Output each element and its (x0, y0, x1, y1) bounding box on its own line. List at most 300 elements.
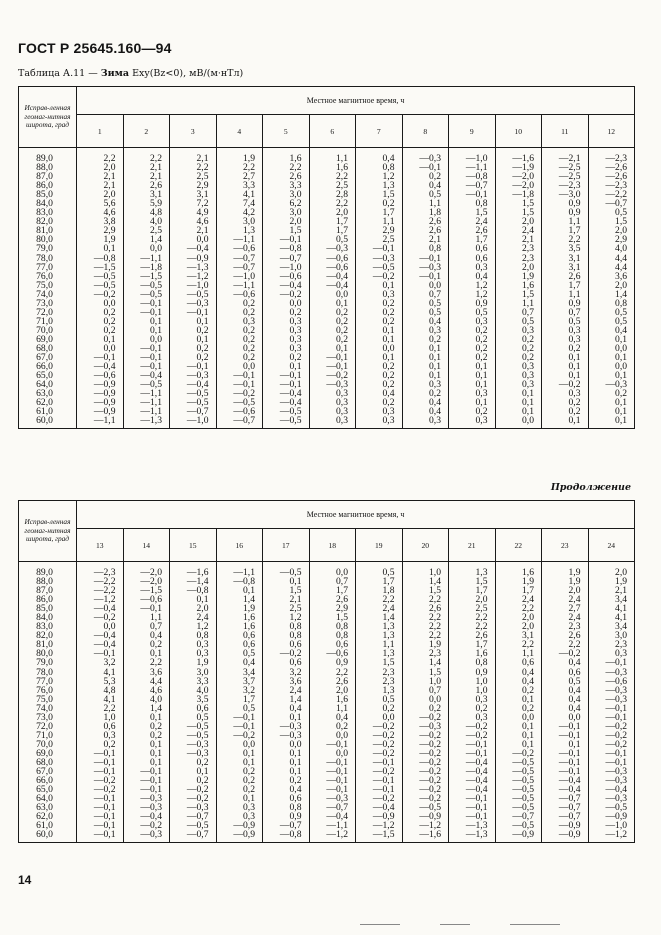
value-cell: 0,5 (588, 208, 635, 217)
latitude-cell: 72,0 (19, 722, 77, 731)
value-cell: 1,0 (402, 677, 449, 686)
value-cell: —1,1 (216, 235, 263, 244)
value-cell: —0,2 (588, 740, 635, 749)
value-cell: 2,4 (356, 604, 403, 613)
value-cell: —0,6 (309, 254, 356, 263)
value-cell: 2,0 (588, 281, 635, 290)
value-cell: 0,2 (542, 398, 589, 407)
value-cell: 2,2 (402, 613, 449, 622)
value-cell: —0,7 (170, 830, 217, 843)
value-cell: 1,1 (356, 640, 403, 649)
value-cell: —0,6 (216, 407, 263, 416)
value-cell: —0,3 (123, 803, 170, 812)
latitude-cell: 83,0 (19, 622, 77, 631)
value-cell: 0,3 (216, 803, 263, 812)
value-cell: 0,2 (402, 704, 449, 713)
value-cell: 4,8 (123, 208, 170, 217)
value-cell: 0,0 (356, 344, 403, 353)
value-cell: 0,3 (263, 326, 310, 335)
value-cell: 1,7 (542, 281, 589, 290)
value-cell: —0,8 (263, 244, 310, 253)
value-cell: 1,7 (309, 586, 356, 595)
value-cell: 0,1 (123, 749, 170, 758)
value-cell: —0,2 (263, 649, 310, 658)
value-cell: 1,2 (449, 281, 496, 290)
value-cell: —0,1 (77, 812, 124, 821)
value-cell: —1,9 (495, 163, 542, 172)
value-cell: 4,9 (170, 208, 217, 217)
value-cell: 0,6 (263, 794, 310, 803)
value-cell: 0,3 (309, 389, 356, 398)
value-cell: 0,4 (309, 713, 356, 722)
value-cell: 0,4 (542, 658, 589, 667)
value-cell: 1,4 (402, 658, 449, 667)
value-cell: 2,2 (402, 595, 449, 604)
value-cell: 0,1 (495, 407, 542, 416)
value-cell: 0,8 (263, 631, 310, 640)
value-cell: 0,1 (449, 362, 496, 371)
latitude-cell: 84,0 (19, 199, 77, 208)
value-cell: —0,1 (309, 353, 356, 362)
latitude-cell: 63,0 (19, 389, 77, 398)
table-caption (18, 68, 243, 79)
value-cell: —0,9 (588, 812, 635, 821)
value-cell: 2,3 (588, 640, 635, 649)
value-cell: 0,1 (449, 398, 496, 407)
value-cell: —0,4 (309, 281, 356, 290)
value-cell: 1,9 (495, 272, 542, 281)
value-cell: 2,0 (77, 163, 124, 172)
value-cell: 2,4 (170, 613, 217, 622)
latitude-cell: 81,0 (19, 640, 77, 649)
value-cell: 5,3 (77, 677, 124, 686)
value-cell: —0,6 (123, 595, 170, 604)
value-cell: 0,8 (309, 631, 356, 640)
latitude-cell: 63,0 (19, 803, 77, 812)
value-cell: —0,9 (495, 830, 542, 843)
value-cell: 1,6 (309, 163, 356, 172)
value-cell: —0,2 (402, 776, 449, 785)
value-cell: 0,7 (542, 308, 589, 317)
latitude-cell: 82,0 (19, 217, 77, 226)
value-cell: 2,0 (495, 622, 542, 631)
value-cell: —0,2 (402, 785, 449, 794)
value-cell: 1,3 (216, 226, 263, 235)
value-cell: 0,3 (542, 326, 589, 335)
value-cell: 4,2 (216, 208, 263, 217)
value-cell: 1,6 (309, 695, 356, 704)
value-cell: —0,3 (588, 380, 635, 389)
value-cell: —0,4 (77, 604, 124, 613)
value-cell: —0,4 (263, 389, 310, 398)
value-cell: 0,2 (216, 767, 263, 776)
value-cell: —0,1 (77, 649, 124, 658)
value-cell: —0,1 (449, 740, 496, 749)
value-cell: 0,2 (77, 326, 124, 335)
value-cell: 0,2 (309, 317, 356, 326)
value-cell: 0,2 (356, 317, 403, 326)
value-cell: 2,2 (123, 148, 170, 164)
value-cell: —0,9 (402, 812, 449, 821)
value-cell: 2,6 (402, 226, 449, 235)
value-cell: 0,0 (123, 335, 170, 344)
value-cell: —0,1 (588, 758, 635, 767)
value-cell: —0,3 (309, 380, 356, 389)
value-cell: 0,6 (170, 704, 217, 713)
value-cell: 2,5 (170, 172, 217, 181)
value-cell: 3,3 (170, 677, 217, 686)
value-cell: —0,6 (309, 263, 356, 272)
value-cell: 0,1 (402, 371, 449, 380)
value-cell: 0,2 (170, 344, 217, 353)
value-cell: —0,1 (170, 362, 217, 371)
value-cell: 1,9 (77, 235, 124, 244)
value-cell: —1,1 (309, 821, 356, 830)
latitude-column-header: Исправ-ленная геомаг-нитная широта, град (19, 501, 77, 562)
hour-header: 9 (449, 115, 496, 148)
value-cell: 2,9 (77, 226, 124, 235)
value-cell: 0,4 (402, 317, 449, 326)
latitude-cell: 60,0 (19, 830, 77, 843)
value-cell: 2,6 (542, 272, 589, 281)
value-cell: 1,1 (309, 704, 356, 713)
value-cell: 0,2 (77, 740, 124, 749)
value-cell: —0,8 (263, 830, 310, 843)
value-cell: 0,8 (263, 622, 310, 631)
value-cell: 0,0 (77, 622, 124, 631)
value-cell: 1,3 (449, 562, 496, 578)
value-cell: 0,6 (542, 668, 589, 677)
value-cell: 0,2 (449, 335, 496, 344)
value-cell: 2,3 (356, 677, 403, 686)
value-cell: —0,1 (449, 812, 496, 821)
value-cell: 1,9 (588, 577, 635, 586)
value-cell: —1,0 (588, 821, 635, 830)
value-cell: 0,1 (542, 416, 589, 429)
value-cell: 0,2 (123, 640, 170, 649)
value-cell: —1,3 (123, 416, 170, 429)
value-cell: —0,1 (309, 785, 356, 794)
value-cell: 0,3 (309, 416, 356, 429)
hour-header: 24 (588, 529, 635, 562)
value-cell: 0,1 (402, 353, 449, 362)
latitude-cell: 62,0 (19, 398, 77, 407)
value-cell: —0,1 (402, 272, 449, 281)
value-cell: 3,2 (216, 686, 263, 695)
value-cell: 0,3 (309, 398, 356, 407)
value-cell: —0,7 (449, 181, 496, 190)
value-cell: 0,1 (263, 767, 310, 776)
value-cell: —1,2 (77, 595, 124, 604)
value-cell: 0,6 (449, 254, 496, 263)
value-cell: 0,1 (402, 362, 449, 371)
value-cell: 0,1 (542, 362, 589, 371)
value-cell: —0,9 (216, 830, 263, 843)
value-cell: —0,2 (216, 389, 263, 398)
value-cell: 2,1 (123, 172, 170, 181)
value-cell: 0,3 (263, 317, 310, 326)
value-cell: 2,2 (263, 163, 310, 172)
value-cell: 0,1 (495, 398, 542, 407)
value-cell: 0,1 (77, 244, 124, 253)
value-cell: —0,2 (402, 767, 449, 776)
value-cell: 0,4 (449, 272, 496, 281)
value-cell: 2,0 (309, 208, 356, 217)
value-cell: —0,3 (588, 695, 635, 704)
table-row (19, 830, 635, 843)
value-cell: 0,2 (449, 407, 496, 416)
value-cell: 0,2 (542, 407, 589, 416)
value-cell: —0,1 (588, 749, 635, 758)
value-cell: 1,8 (356, 586, 403, 595)
value-cell: 1,9 (402, 640, 449, 649)
value-cell: 0,1 (588, 371, 635, 380)
latitude-cell: 62,0 (19, 812, 77, 821)
value-cell: —2,2 (77, 577, 124, 586)
value-cell: —0,3 (588, 767, 635, 776)
value-cell: 1,6 (263, 148, 310, 164)
value-cell: —0,1 (77, 830, 124, 843)
value-cell: 3,7 (216, 677, 263, 686)
value-cell: 0,4 (495, 677, 542, 686)
value-cell: —0,2 (449, 731, 496, 740)
value-cell: 1,5 (356, 190, 403, 199)
value-cell: 1,2 (263, 613, 310, 622)
value-cell: 0,0 (77, 344, 124, 353)
value-cell: 0,5 (542, 677, 589, 686)
value-cell: —1,0 (449, 148, 496, 164)
value-cell: 1,8 (402, 208, 449, 217)
value-cell: 0,3 (216, 812, 263, 821)
value-cell: 2,0 (263, 217, 310, 226)
value-cell: 0,8 (309, 622, 356, 631)
value-cell: 3,1 (495, 631, 542, 640)
value-cell: —2,0 (123, 562, 170, 578)
value-cell: —0,2 (77, 290, 124, 299)
value-cell: 0,7 (309, 577, 356, 586)
value-cell: 0,2 (170, 758, 217, 767)
value-cell: —0,3 (170, 740, 217, 749)
value-cell: 0,1 (216, 794, 263, 803)
value-cell: 0,8 (588, 299, 635, 308)
value-cell: —0,9 (356, 812, 403, 821)
value-cell: 2,2 (495, 640, 542, 649)
table-row (19, 148, 635, 164)
value-cell: 2,2 (402, 622, 449, 631)
value-cell: —0,2 (588, 731, 635, 740)
value-cell: 2,6 (542, 631, 589, 640)
value-cell: —0,1 (263, 371, 310, 380)
value-cell: 3,3 (216, 181, 263, 190)
value-cell: 0,0 (263, 299, 310, 308)
value-cell: 2,6 (449, 631, 496, 640)
value-cell: —0,7 (216, 254, 263, 263)
value-cell: 0,0 (309, 562, 356, 578)
value-cell: —0,3 (263, 722, 310, 731)
value-cell: 2,2 (449, 622, 496, 631)
value-cell: 0,1 (123, 649, 170, 658)
value-cell: 0,6 (77, 722, 124, 731)
latitude-cell: 65,0 (19, 371, 77, 380)
value-cell: —1,1 (123, 389, 170, 398)
caption-formula: Exy(Bz<0), мВ/(м·нТл) (129, 68, 244, 79)
value-cell: 4,8 (77, 686, 124, 695)
value-cell: 0,4 (263, 785, 310, 794)
latitude-cell: 67,0 (19, 353, 77, 362)
value-cell: 1,5 (495, 199, 542, 208)
latitude-cell: 68,0 (19, 344, 77, 353)
value-cell: 0,2 (309, 335, 356, 344)
value-cell: 0,2 (216, 308, 263, 317)
value-cell: —0,5 (123, 290, 170, 299)
value-cell: —0,6 (77, 371, 124, 380)
value-cell: —0,2 (542, 649, 589, 658)
value-cell: 2,9 (356, 226, 403, 235)
value-cell: 1,1 (402, 199, 449, 208)
value-cell: 3,6 (123, 668, 170, 677)
value-cell: 0,2 (123, 722, 170, 731)
value-cell: —0,7 (542, 794, 589, 803)
value-cell: —0,1 (356, 785, 403, 794)
value-cell: —0,2 (588, 722, 635, 731)
value-cell: 3,6 (263, 677, 310, 686)
value-cell: 0,2 (356, 371, 403, 380)
value-cell: 1,5 (309, 613, 356, 622)
value-cell: —0,1 (542, 731, 589, 740)
value-cell: 0,5 (402, 299, 449, 308)
value-cell: 0,4 (542, 704, 589, 713)
value-cell: 2,2 (542, 640, 589, 649)
time-column-header: Местное магнитное время, ч (77, 87, 635, 115)
value-cell: 0,1 (542, 371, 589, 380)
value-cell: —0,5 (170, 389, 217, 398)
value-cell: 0,0 (309, 290, 356, 299)
value-cell: 1,7 (356, 577, 403, 586)
value-cell: —0,3 (123, 794, 170, 803)
continuation-label: Продолжение (550, 482, 631, 493)
value-cell: 7,2 (170, 199, 217, 208)
value-cell: 0,5 (216, 704, 263, 713)
value-cell: —3,0 (542, 190, 589, 199)
value-cell: —0,3 (309, 244, 356, 253)
value-cell: —2,1 (542, 148, 589, 164)
value-cell: 2,7 (216, 172, 263, 181)
value-cell: —0,1 (216, 722, 263, 731)
value-cell: 2,9 (170, 181, 217, 190)
value-cell: 0,3 (495, 326, 542, 335)
value-cell: 1,7 (309, 226, 356, 235)
value-cell: —0,7 (542, 812, 589, 821)
value-cell: 0,8 (449, 199, 496, 208)
value-cell: 0,2 (216, 335, 263, 344)
value-cell: —0,4 (170, 244, 217, 253)
value-cell: 0,1 (170, 317, 217, 326)
value-cell: —0,5 (263, 562, 310, 578)
value-cell: 0,5 (588, 308, 635, 317)
value-cell: 2,3 (542, 622, 589, 631)
value-cell: 0,9 (542, 199, 589, 208)
value-cell: 0,2 (402, 389, 449, 398)
value-cell: —0,3 (588, 686, 635, 695)
value-cell: 1,1 (542, 217, 589, 226)
value-cell: 0,3 (495, 380, 542, 389)
caption-season: Зима (100, 68, 130, 79)
value-cell: 2,0 (77, 190, 124, 199)
value-cell: 1,0 (77, 713, 124, 722)
value-cell: —0,1 (542, 749, 589, 758)
value-cell: —0,1 (542, 722, 589, 731)
value-cell: 0,2 (77, 317, 124, 326)
value-cell: 2,0 (309, 686, 356, 695)
latitude-cell: 65,0 (19, 785, 77, 794)
latitude-cell: 88,0 (19, 163, 77, 172)
value-cell: 3,1 (542, 263, 589, 272)
value-cell: 0,7 (495, 308, 542, 317)
value-cell: 0,2 (402, 172, 449, 181)
value-cell: 0,4 (402, 398, 449, 407)
value-cell: 2,3 (356, 668, 403, 677)
hour-header: 12 (588, 115, 635, 148)
value-cell: 0,8 (449, 658, 496, 667)
value-cell: 0,2 (356, 299, 403, 308)
latitude-cell: 76,0 (19, 686, 77, 695)
value-cell: —0,1 (449, 794, 496, 803)
value-cell: 0,3 (216, 317, 263, 326)
value-cell: 0,7 (402, 290, 449, 299)
value-cell: 4,4 (588, 263, 635, 272)
value-cell: 0,1 (216, 749, 263, 758)
value-cell: —0,2 (356, 740, 403, 749)
value-cell: —0,2 (77, 785, 124, 794)
value-cell: —0,8 (170, 586, 217, 595)
value-cell: —0,1 (356, 776, 403, 785)
value-cell: 0,1 (542, 740, 589, 749)
value-cell: 0,1 (263, 362, 310, 371)
value-cell: 3,2 (263, 668, 310, 677)
value-cell: —0,2 (216, 731, 263, 740)
value-cell: 1,0 (449, 677, 496, 686)
value-cell: —0,9 (542, 830, 589, 843)
value-cell: —1,6 (495, 148, 542, 164)
value-cell: 3,0 (588, 631, 635, 640)
value-cell: —0,2 (402, 740, 449, 749)
time-column-header: Местное магнитное время, ч (77, 501, 635, 529)
value-cell: 2,1 (263, 595, 310, 604)
value-cell: —0,8 (77, 254, 124, 263)
hour-header: 8 (402, 115, 449, 148)
latitude-cell: 87,0 (19, 172, 77, 181)
value-cell: 0,9 (449, 299, 496, 308)
value-cell: 1,5 (588, 217, 635, 226)
value-cell: 1,3 (356, 631, 403, 640)
value-cell: —0,1 (123, 299, 170, 308)
value-cell: —0,5 (170, 290, 217, 299)
value-cell: 2,3 (495, 254, 542, 263)
value-cell: 0,1 (495, 722, 542, 731)
value-cell: —2,0 (495, 172, 542, 181)
value-cell: 1,6 (216, 613, 263, 622)
latitude-cell: 66,0 (19, 776, 77, 785)
value-cell: —1,1 (216, 562, 263, 578)
value-cell: 2,3 (495, 244, 542, 253)
latitude-cell: 83,0 (19, 208, 77, 217)
value-cell: —1,3 (449, 830, 496, 843)
value-cell: 0,5 (588, 317, 635, 326)
hour-header: 7 (356, 115, 403, 148)
value-cell: —0,3 (309, 794, 356, 803)
value-cell: 0,8 (356, 163, 403, 172)
latitude-cell: 69,0 (19, 335, 77, 344)
